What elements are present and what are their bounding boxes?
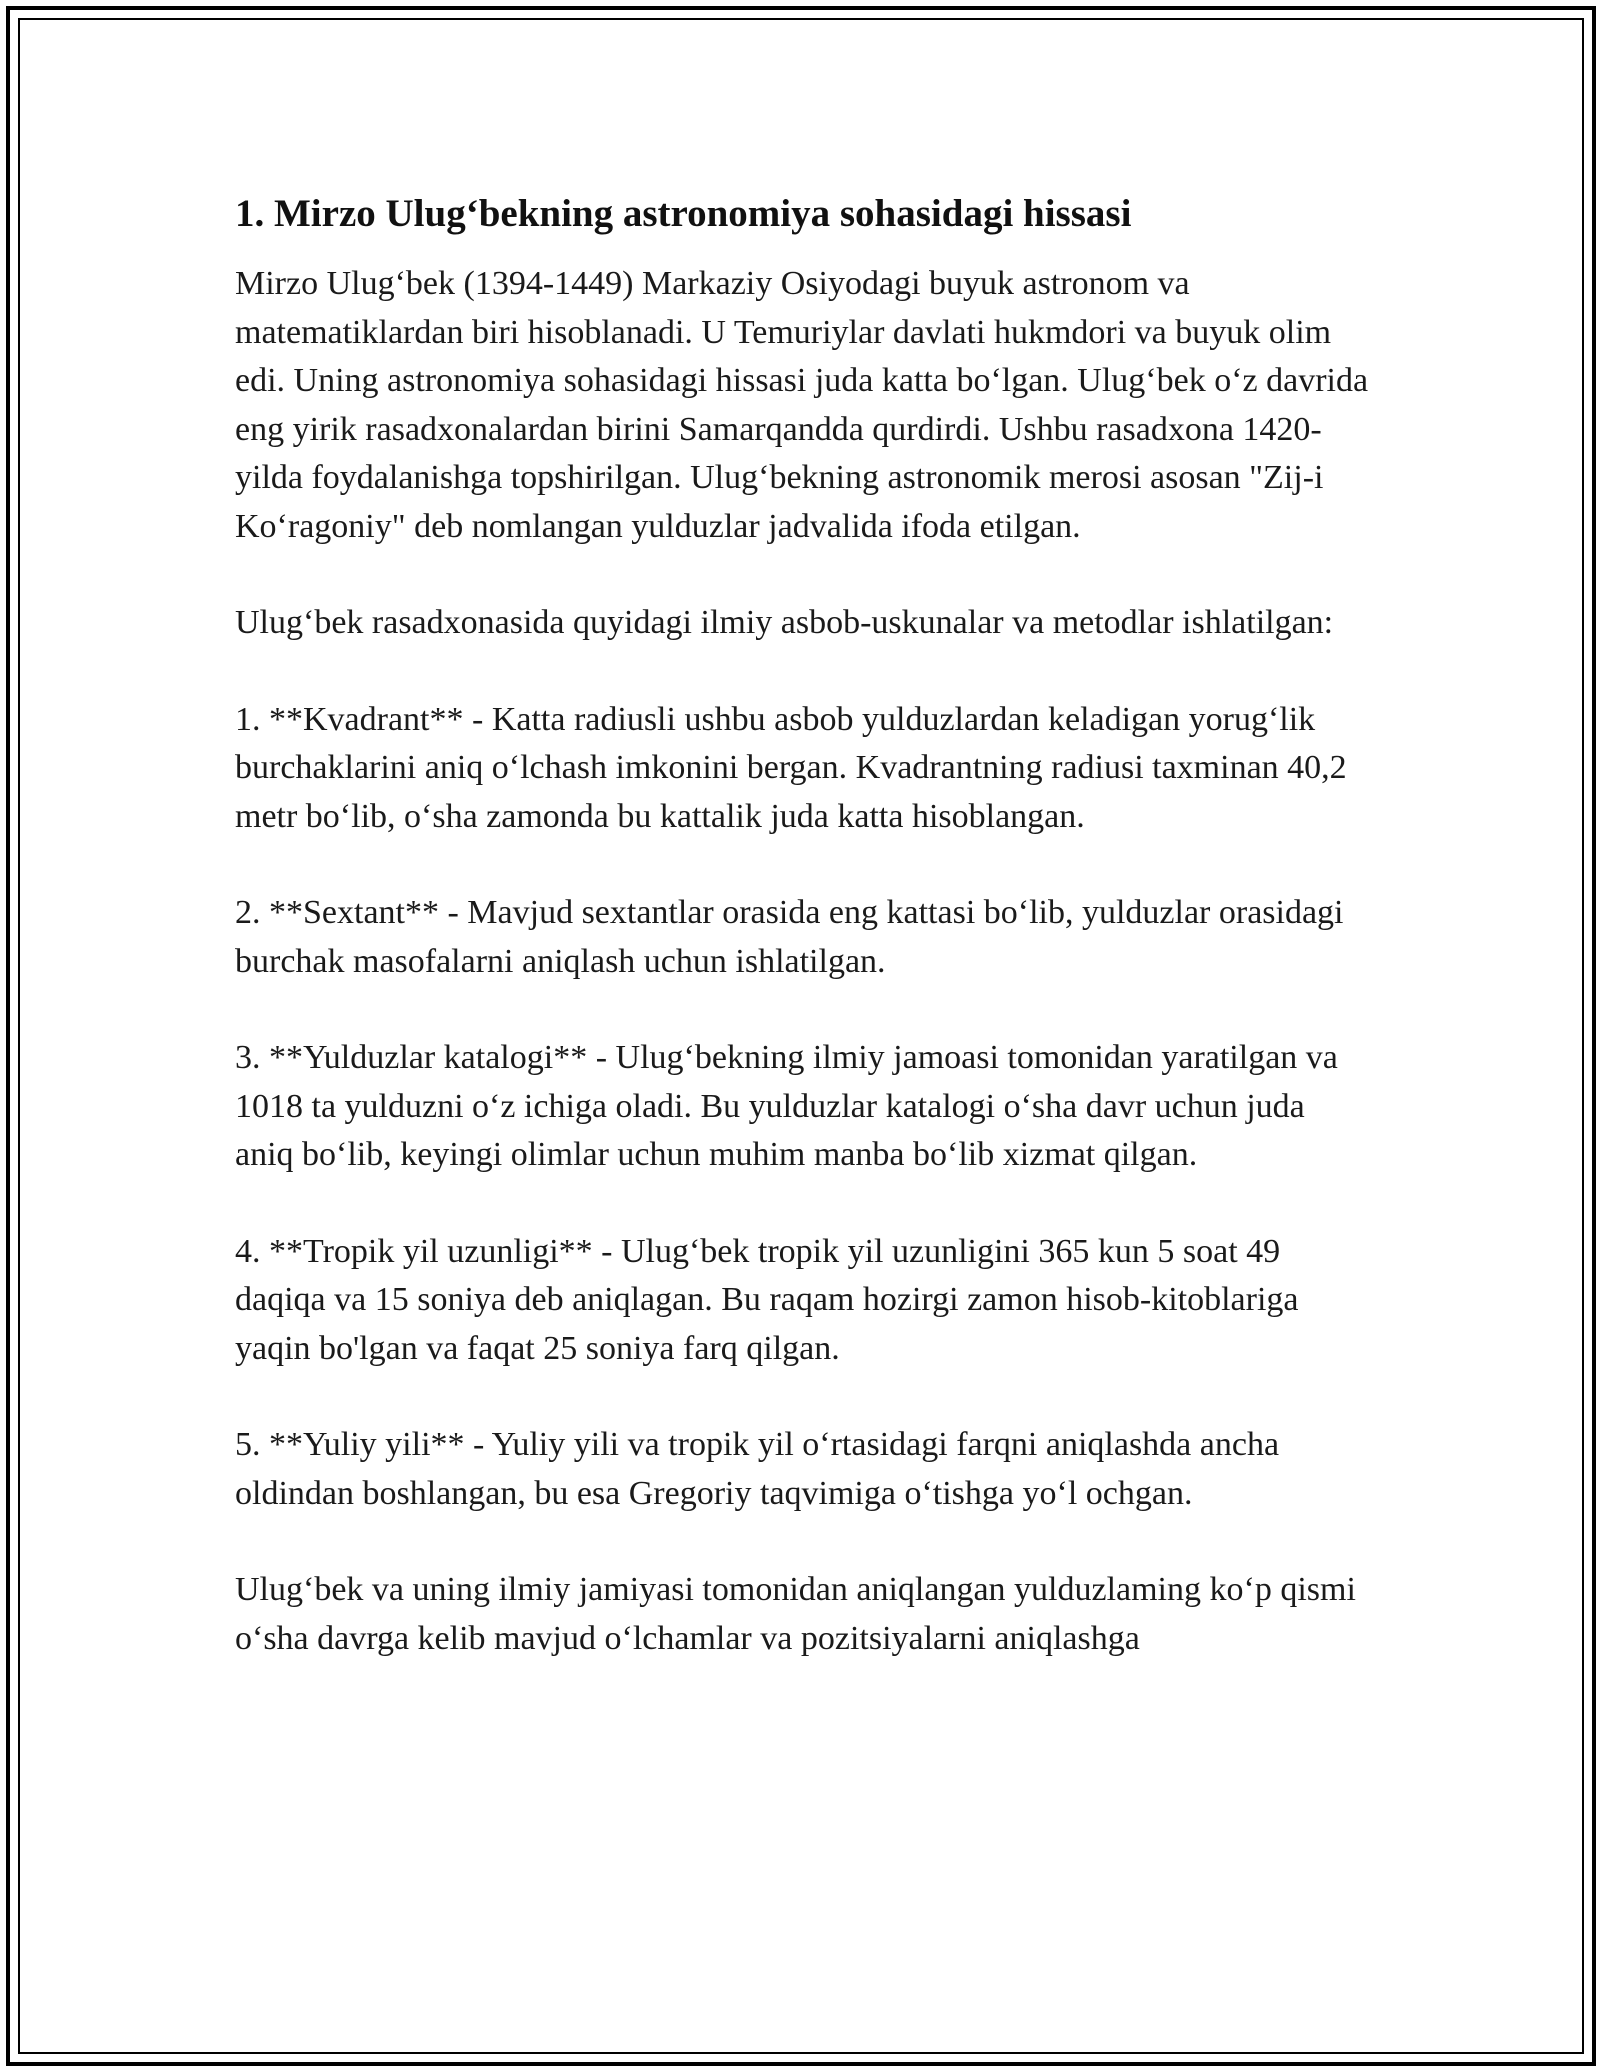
document-body — [235, 186, 1370, 1711]
list-item-kvadrant: 1. **Kvadrant** - Katta radiusli ushbu asbob yulduzlardan keladigan yorug‘lik burchaklarini aniq o‘lchash imkonini bergan. Kvadrantning radiusi taxminan 40,2 metr bo‘lib, o‘sha zamonda bu kattalik juda katta hisoblangan. — [235, 700, 1347, 835]
list-item-julian-year: 5. **Yuliy yili** - Yuliy yili va tropik yil o‘rtasidagi farqni aniqlashda ancha oldindan boshlangan, bu esa Gregoriy taqvimiga o‘tishga yo‘l ochgan. — [235, 1426, 1280, 1512]
intro-paragraph: Mirzo Ulug‘bek (1394-1449) Markaziy Osiyodagi buyuk astronom va matematiklardan biri hisoblanadi. U Temuriylar davlati hukmdori va buyuk olim edi. Uning astronomiya sohasidagi hissasi juda katta bo‘lgan. Ulug‘bek o‘z davrida eng yirik rasadxonalardan birini Samarqandda qurdirdi. Ushbu rasadxona 1420-yilda foydalanishga topshirilgan. Ulug‘bekning astronomik merosi asosan "Zij-i Ko‘ragoniy" deb nomlangan yulduzlar jadvalida ifoda etilgan. — [235, 265, 1369, 545]
list-item-sextant: 2. **Sextant** - Mavjud sextantlar orasida eng kattasi bo‘lib, yulduzlar orasidagi burchak masofalarni aniqlash uchun ishlatilgan. — [235, 894, 1344, 980]
closing-paragraph: Ulug‘bek va uning ilmiy jamiyasi tomonidan aniqlangan yulduzlaming ko‘p qismi o‘sha davrga kelib mavjud o‘lchamlar va pozitsiyalarni aniqlashga — [235, 1571, 1356, 1657]
instruments-intro-paragraph: Ulug‘bek rasadxonasida quyidagi ilmiy asbob-uskunalar va metodlar ishlatilgan: — [235, 604, 1334, 641]
page-title: 1. Mirzo Ulug‘bekning astronomiya sohasidagi hissasi — [235, 192, 1132, 235]
list-item-tropical-year: 4. **Tropik yil uzunligi** - Ulug‘bek tropik yil uzunligini 365 kun 5 soat 49 daqiqa va 15 soniya deb aniqlagan. Bu raqam hozirgi zamon hisob-kitoblariga yaqin bo'lgan va faqat 25 soniya farq qilgan. — [235, 1232, 1299, 1367]
list-item-star-catalog: 3. **Yulduzlar katalogi** - Ulug‘bekning ilmiy jamoasi tomonidan yaratilgan va 1018 ta yulduzni o‘z ichiga oladi. Bu yulduzlar katalogi o‘sha davr uchun juda aniq bo‘lib, keyingi olimlar uchun muhim manba bo‘lib xizmat qilgan. — [235, 1039, 1338, 1173]
